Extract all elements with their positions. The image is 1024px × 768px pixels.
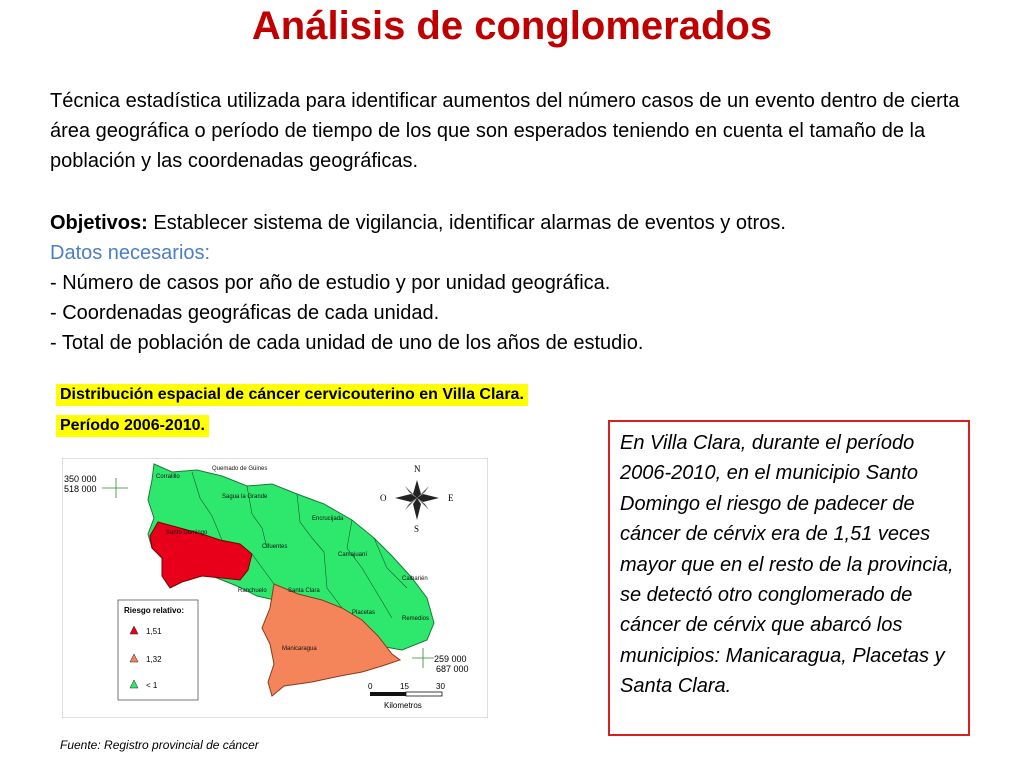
scale-unit: Kilometros (384, 701, 422, 710)
callout-box: En Villa Clara, durante el período 2006-2010, en el municipio Santo Domingo el riesgo de padecer de cáncer de cérvix era de 1,51 veces mayor que en el resto de la provincia, se detectó otro conglomerado de cáncer de cérvix que abarcó los municipios: Manicaragua, Placetas y Santa Clara. (608, 420, 970, 736)
legend-item-high: 1,51 (146, 627, 162, 636)
legend-title: Riesgo relativo: (124, 606, 185, 615)
compass-e: E (448, 493, 454, 503)
label-placetas: Placetas (352, 610, 376, 616)
scale-tick-0: 0 (368, 682, 373, 691)
label-sagua: Sagua la Grande (222, 494, 268, 500)
label-manicaragua: Manicaragua (282, 646, 317, 652)
label-quemado: Quemado de Güines (212, 466, 268, 472)
datos-item: - Coordenadas geográficas de cada unidad. (50, 302, 440, 324)
label-camajuani: Camajuaní (338, 552, 368, 558)
compass-n: N (414, 464, 421, 474)
coord-bottom-1: 259 000 (434, 654, 467, 664)
objectives-label: Objetivos: (50, 212, 148, 234)
objectives-text: Establecer sistema de vigilancia, identificar alarmas de eventos y otros. (147, 212, 786, 234)
datos-item: - Número de casos por año de estudio y por unidad geográfica. (50, 272, 611, 294)
map-legend (118, 600, 198, 700)
compass-o: O (380, 493, 387, 503)
objectives-block (50, 208, 990, 358)
label-caibarien: Caibarién (402, 576, 428, 582)
label-cifuentes: Cifuentes (262, 544, 288, 550)
datos-item: - Total de población de cada unidad de uno de los años de estudio. (50, 332, 644, 354)
label-corralillo: Corralillo (156, 474, 180, 480)
coord-top-1: 350 000 (64, 474, 97, 484)
slide-title: Análisis de conglomerados (251, 4, 773, 48)
coord-bottom-2: 687 000 (436, 664, 469, 674)
villa-clara-map (62, 458, 488, 718)
intro-paragraph: Técnica estadística utilizada para identificar aumentos del número casos de un evento dentro de cierta área geográfica o período de tiempo de los que son esperados teniendo en cuenta el tamaño de la población y las coordenadas geográficas. (50, 90, 960, 172)
scale-tick-15: 15 (400, 682, 409, 691)
label-remedios: Remedios (402, 616, 430, 622)
map-caption-period: Período 2006-2010. (56, 415, 209, 437)
source-note: Fuente: Registro provincial de cáncer (60, 738, 259, 752)
scale-tick-30: 30 (436, 682, 445, 691)
objectives-line (50, 208, 990, 238)
label-encrucijada: Encrucijada (312, 516, 344, 522)
legend-item-low: < 1 (146, 681, 158, 690)
label-santa-clara: Santa Clara (288, 588, 320, 594)
legend-item-mid: 1,32 (146, 655, 162, 664)
datos-heading: Datos necesarios: (50, 242, 211, 264)
compass-s: S (414, 524, 420, 534)
coord-top-2: 518 000 (64, 484, 97, 494)
label-santo-domingo: Santo Domingo (166, 530, 208, 536)
map-caption-title: Distribución espacial de cáncer cervicouterino en Villa Clara. (56, 384, 528, 406)
label-ranchuelo: Ranchuelo (238, 588, 267, 594)
